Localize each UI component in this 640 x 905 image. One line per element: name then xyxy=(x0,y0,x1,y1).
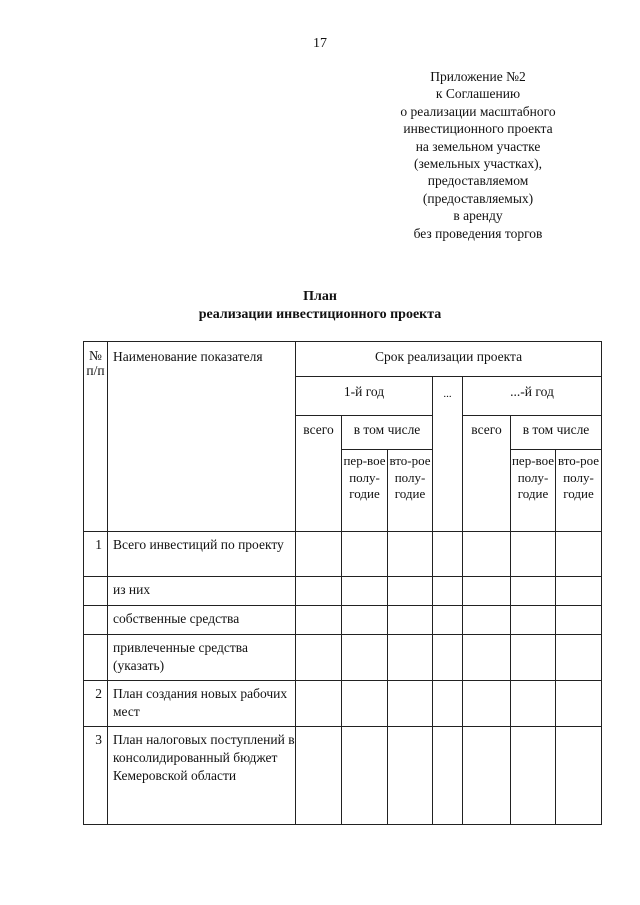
header-first-half-year: пер-вое полу-годие xyxy=(511,450,556,532)
table-row xyxy=(84,727,602,825)
data-cell xyxy=(556,532,602,577)
header-second-half-year: вто-рое полу-годие xyxy=(556,450,602,532)
annex-line: на земельном участке xyxy=(415,138,541,154)
data-cell xyxy=(433,727,463,825)
header-ellipsis: ... xyxy=(433,377,463,532)
annex-line: к Соглашению xyxy=(435,86,521,102)
data-cell xyxy=(511,681,556,727)
header-second-half-year: вто-рое полу-годие xyxy=(388,450,433,532)
header-year-1: 1-й год xyxy=(296,377,433,416)
data-cell xyxy=(388,577,433,606)
plan-table xyxy=(83,341,602,825)
data-cell xyxy=(342,635,388,681)
annex-line: инвестиционного проекта xyxy=(403,121,553,137)
data-cell xyxy=(433,635,463,681)
data-cell xyxy=(556,635,602,681)
row-number: 2 xyxy=(84,681,108,727)
data-cell xyxy=(296,727,342,825)
data-cell xyxy=(463,577,511,606)
data-cell xyxy=(463,606,511,635)
row-indicator: собственные средства xyxy=(108,606,296,635)
title-line-2: реализации инвестиционного проекта xyxy=(198,307,442,322)
data-cell xyxy=(296,635,342,681)
data-cell xyxy=(342,727,388,825)
header-year-n: ...-й год xyxy=(463,377,602,416)
data-cell xyxy=(388,635,433,681)
annex-line: в аренду xyxy=(453,208,503,224)
annex-header xyxy=(368,68,588,242)
header-including: в том числе xyxy=(342,416,433,450)
data-cell xyxy=(342,606,388,635)
header-first-half-year: пер-вое полу-годие xyxy=(342,450,388,532)
data-cell xyxy=(511,532,556,577)
header-total: всего xyxy=(463,416,511,532)
data-cell xyxy=(388,681,433,727)
table-row xyxy=(84,577,602,606)
row-indicator: привлеченные средства (указать) xyxy=(108,635,296,681)
data-cell xyxy=(556,681,602,727)
table-row xyxy=(84,635,602,681)
annex-line: предоставляемом xyxy=(427,173,529,189)
header-total: всего xyxy=(296,416,342,532)
header-including: в том числе xyxy=(511,416,602,450)
data-cell xyxy=(511,635,556,681)
data-cell xyxy=(342,532,388,577)
row-indicator: Всего инвестиций по проекту xyxy=(108,532,296,577)
row-number: 1 xyxy=(84,532,108,577)
data-cell xyxy=(296,532,342,577)
data-cell xyxy=(296,681,342,727)
header-number: № п/п xyxy=(84,342,108,532)
title-line-1: План xyxy=(303,289,337,304)
data-cell xyxy=(342,681,388,727)
data-cell xyxy=(342,577,388,606)
data-cell xyxy=(388,727,433,825)
data-cell xyxy=(511,727,556,825)
annex-line: Приложение №2 xyxy=(430,69,526,84)
data-cell xyxy=(433,606,463,635)
table-row xyxy=(84,532,602,577)
data-cell xyxy=(556,727,602,825)
data-cell xyxy=(296,606,342,635)
data-cell xyxy=(433,681,463,727)
annex-line: без проведения торгов xyxy=(413,225,543,241)
row-number xyxy=(84,606,108,635)
data-cell xyxy=(463,532,511,577)
page-number: 17 xyxy=(313,36,327,51)
data-cell xyxy=(511,606,556,635)
annex-line: о реализации масштабного xyxy=(400,103,556,119)
row-number xyxy=(84,635,108,681)
table-row xyxy=(84,681,602,727)
data-cell xyxy=(463,635,511,681)
row-indicator: План налоговых поступлений в консолидированный бюджет Кемеровской области xyxy=(108,727,296,825)
data-cell xyxy=(433,577,463,606)
data-cell xyxy=(556,577,602,606)
annex-line: (предоставляемых) xyxy=(422,190,534,206)
data-cell xyxy=(296,577,342,606)
row-number: 3 xyxy=(84,727,108,825)
data-cell xyxy=(511,577,556,606)
annex-line: (земельных участках), xyxy=(413,156,543,172)
data-cell xyxy=(463,727,511,825)
data-cell xyxy=(556,606,602,635)
header-indicator-name: Наименование показателя xyxy=(108,342,296,532)
header-term: Срок реализации проекта xyxy=(296,342,602,377)
document-title xyxy=(0,288,640,324)
table-row xyxy=(84,606,602,635)
data-cell xyxy=(388,606,433,635)
data-cell xyxy=(463,681,511,727)
row-number xyxy=(84,577,108,606)
data-cell xyxy=(433,532,463,577)
row-indicator: из них xyxy=(108,577,296,606)
row-indicator: План создания новых рабочих мест xyxy=(108,681,296,727)
data-cell xyxy=(388,532,433,577)
